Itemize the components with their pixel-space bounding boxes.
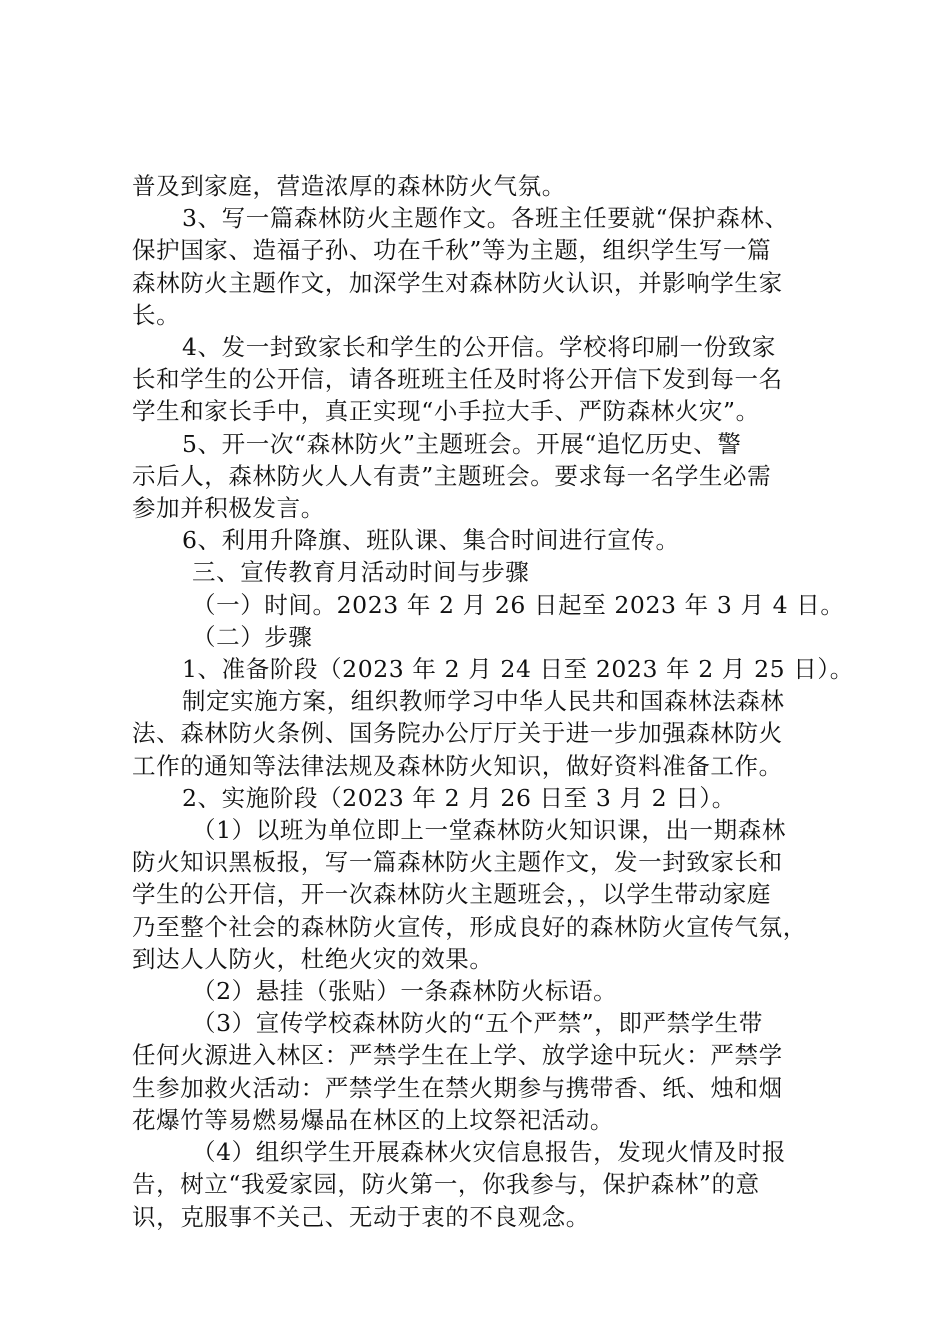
text-line: 示后人，森林防火人人有责”主题班会。要求每一名学生必需 — [132, 461, 772, 490]
text-line: 防火知识黑板报，写一篇森林防火主题作文，发一封致家长和 — [132, 848, 783, 877]
text-line: 到达人人防火，杜绝火灾的效果。 — [132, 944, 494, 973]
text-line: （4）组织学生开展森林火灾信息报告，发现火情及时报 — [192, 1138, 786, 1167]
text-line: 3、写一篇森林防火主题作文。各班主任要就“保护森林、 — [182, 204, 789, 233]
text-line: 任何火源进入林区：严禁学生在上学、放学途中玩火：严禁学 — [132, 1041, 783, 1070]
text-line: 学生的公开信，开一次森林防火主题班会，，以学生带动家庭 — [132, 880, 771, 909]
text-line: 1、准备阶段（2023 年 2 月 24 日至 2023 年 2 月 25 日）。 — [182, 655, 854, 684]
text-line: 长和学生的公开信，请各班班主任及时将公开信下发到每一名 — [132, 365, 783, 394]
text-line: 识，克服事不关己、无动于衷的不良观念。 — [132, 1202, 590, 1231]
text-line: 参加并积极发言。 — [132, 494, 325, 523]
text-line: 法、森林防火条例、国务院办公厅厅关于进一步加强森林防火 — [132, 719, 783, 748]
text-line: 制定实施方案，组织教师学习中华人民共和国森林法森林 — [182, 687, 785, 716]
text-line: 花爆竹等易燃易爆品在林区的上坟祭祀活动。 — [132, 1105, 614, 1134]
text-line: 工作的通知等法律法规及森林防火知识，做好资料准备工作。 — [132, 751, 783, 780]
text-line: 学生和家长手中，真正实现“小手拉大手、严防森林火灾”。 — [132, 397, 760, 426]
text-line: （2）悬挂（张贴）一条森林防火标语。 — [192, 977, 618, 1006]
text-line: 6、利用升降旗、班队课、集合时间进行宣传。 — [182, 526, 680, 555]
text-line: （一）时间。2023 年 2 月 26 日起至 2023 年 3 月 4 日。 — [192, 590, 845, 619]
text-line: 保护国家、造福子孙、功在千秋”等为主题，组织学生写一篇 — [132, 236, 772, 265]
text-line: 告，树立“我爱家园，防火第一，你我参与，保护森林”的意 — [132, 1170, 760, 1199]
document-body — [132, 170, 854, 1233]
text-line: 4、发一封致家长和学生的公开信。学校将印刷一份致家 — [182, 333, 776, 362]
text-line: 普及到家庭，营造浓厚的森林防火气氛。 — [132, 172, 566, 200]
text-line: 2、实施阶段（2023 年 2 月 26 日至 3 月 2 日）。 — [182, 783, 736, 812]
text-line: （1）以班为单位即上一堂森林防火知识课，出一期森林 — [192, 816, 786, 845]
text-line: 森林防火主题作文，加深学生对森林防火认识，并影响学生家 — [132, 268, 783, 297]
section-heading: 三、宣传教育月活动时间与步骤 — [192, 558, 530, 587]
text-line: 长。 — [132, 300, 181, 329]
text-line: 生参加救火活动：严禁学生在禁火期参与携带香、纸、烛和烟 — [132, 1073, 783, 1102]
text-line: 5、开一次“森林防火”主题班会。开展“追忆历史、警 — [182, 429, 742, 458]
text-line: 乃至整个社会的森林防火宣传，形成良好的森林防火宣传气氛， — [132, 912, 807, 941]
subsection-heading: （二）步骤 — [192, 622, 313, 651]
text-line: （3）宣传学校森林防火的“五个严禁”，即严禁学生带 — [192, 1009, 763, 1038]
